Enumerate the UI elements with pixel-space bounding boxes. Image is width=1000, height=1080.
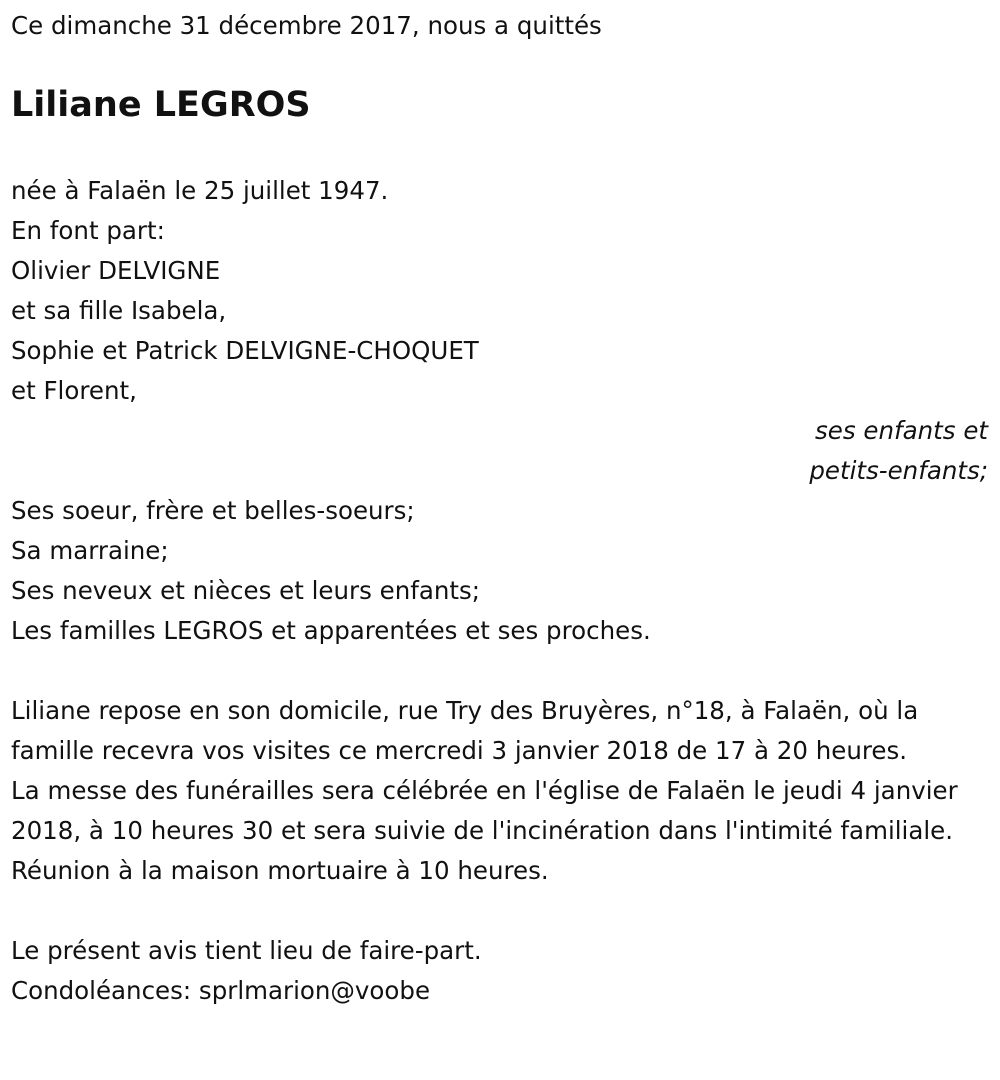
family-line: Sophie et Patrick DELVIGNE-CHOQUET (11, 336, 479, 365)
family-line: et sa fille Isabela, (11, 296, 227, 325)
relation-line: petits-enfants; (809, 456, 988, 485)
relatives-line: Ses neveux et nièces et leurs enfants; (11, 576, 481, 605)
notice-note: Le présent avis tient lieu de faire-part. (11, 936, 482, 965)
condolences-line: Condoléances: sprlmarion@voobe (11, 976, 431, 1005)
deceased-name: Liliane LEGROS (11, 85, 311, 125)
relatives-line: Sa marraine; (11, 536, 169, 565)
family-line: Olivier DELVIGNE (11, 256, 221, 285)
funeral-paragraph: La messe des funérailles sera célébrée en l'église de Falaën le jeudi 4 janvier 2018, à 10 heures 30 et sera suivie de l'incinération dans l'intimité familiale. (11, 776, 958, 845)
family-line: et Florent, (11, 376, 137, 405)
relatives-line: Les familles LEGROS et apparentées et ses proches. (11, 616, 651, 645)
relatives-line: Ses soeur, frère et belles-soeurs; (11, 496, 415, 525)
visitation-paragraph: Liliane repose en son domicile, rue Try des Bruyères, n°18, à Falaën, où la famille recevra vos visites ce mercredi 3 janvier 2018 de 17 à 20 heures. (11, 696, 919, 765)
relation-line: ses enfants et (815, 416, 988, 445)
birth-line: née à Falaën le 25 juillet 1947. (11, 176, 389, 205)
announced-by-label: En font part: (11, 216, 165, 245)
meeting-line: Réunion à la maison mortuaire à 10 heures. (11, 856, 549, 885)
intro-line: Ce dimanche 31 décembre 2017, nous a quittés (11, 11, 602, 40)
